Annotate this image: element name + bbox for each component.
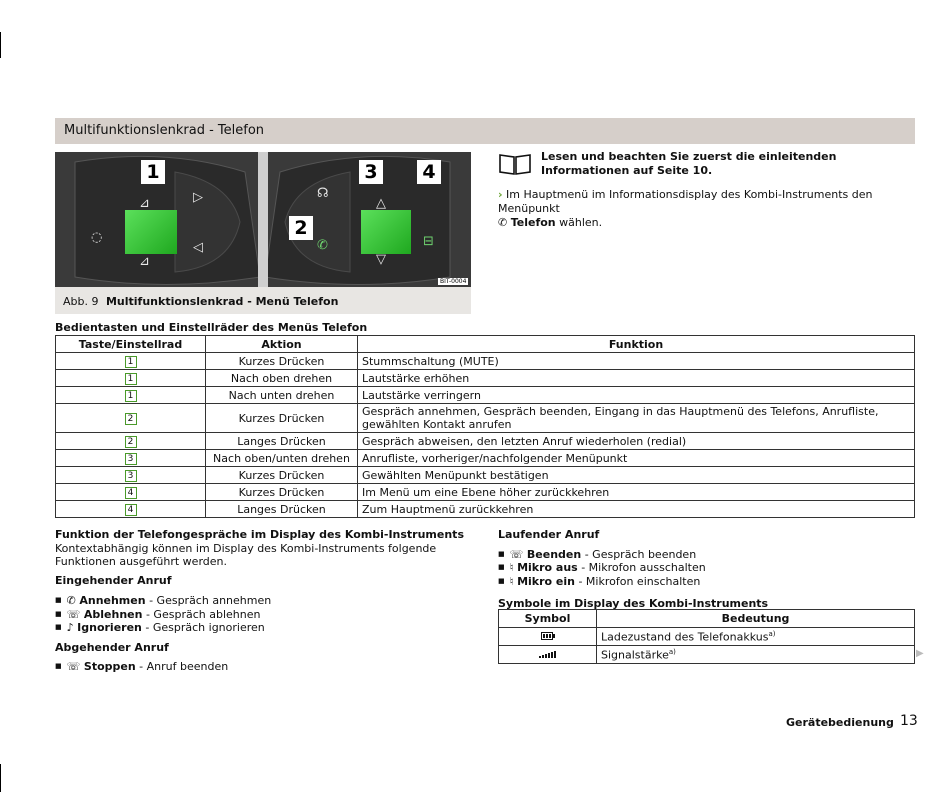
phone-hangup-icon: ☏ [509, 547, 524, 561]
column-header: Symbol [499, 610, 597, 628]
table-row [56, 467, 915, 484]
incoming-list [55, 594, 480, 635]
key-number: 4 [125, 504, 137, 516]
outgoing-list [55, 660, 480, 674]
key-number: 4 [125, 487, 137, 499]
function-cell: Gewählten Menüpunkt bestätigen [358, 467, 915, 484]
callout-4: 4 [417, 160, 441, 184]
symbols-heading: Symbole im Display des Kombi-Instruments [498, 597, 769, 610]
controls-table [55, 335, 915, 518]
section-title: Multifunktionslenkrad - Telefon [64, 123, 265, 138]
table-row [56, 484, 915, 501]
intro-step-before: Im Hauptmenü im Informationsdisplay des Kombi-Instruments den Menüpunkt [498, 188, 873, 215]
table-row [56, 353, 915, 370]
steering-wheel-image [55, 152, 471, 287]
column-header: Aktion [206, 336, 358, 353]
key-number: 2 [125, 413, 137, 425]
image-code: BIT-0004 [440, 278, 467, 285]
phone-icon: ✆ [317, 238, 328, 253]
intro-note: Lesen und beachten Sie zuerst die einleitenden Informationen auf Seite 10. [541, 150, 837, 177]
table-row [499, 628, 915, 646]
figure-caption-label: Abb. 9 [63, 295, 99, 308]
callout-3: 3 [359, 160, 383, 184]
signal-strength-icon [539, 650, 557, 658]
list-item: ■ ☏ Stoppen - Anruf beenden [55, 660, 480, 674]
crop-mark-bottom [0, 764, 1, 792]
intro-step-bold: Telefon [510, 216, 556, 229]
key-number: 1 [125, 390, 137, 402]
footer-section-label: Gerätebedienung [786, 716, 894, 729]
table-row [56, 387, 915, 404]
section-title-bar [55, 118, 915, 144]
call-functions-paragraph: Kontextabhängig können im Display des Kombi-Instruments folgende Funktionen ausgeführt werden. [55, 541, 437, 568]
phone-accept-icon: ✆ [66, 594, 76, 607]
thumbwheel-3 [361, 210, 411, 254]
battery-icon [541, 632, 555, 640]
column-header: Taste/Einstellrad [56, 336, 206, 353]
key-number: 3 [125, 453, 137, 465]
column-header: Bedeutung [597, 610, 915, 628]
table-row [56, 404, 915, 433]
table-title: Bedientasten und Einstellräder des Menüs Telefon [55, 321, 368, 334]
figure [55, 152, 471, 314]
list-item: ■ ☏ Ablehnen - Gespräch ablehnen [55, 608, 480, 622]
list-item: ■ ♮ Mikro ein - Mikrofon einschalten [498, 575, 916, 589]
up-icon: △ [376, 196, 386, 211]
key-number: 1 [125, 373, 137, 385]
volume-down-icon: ⊿ [139, 254, 150, 269]
figure-caption [63, 295, 338, 308]
thumbwheel-1 [125, 210, 177, 254]
list-item: ■ ♮ Mikro aus - Mikrofon ausschalten [498, 561, 916, 575]
key-number: 2 [125, 436, 137, 448]
menu-back-icon: ⊟ [423, 234, 434, 249]
figure-caption-text: Multifunktionslenkrad - Menü Telefon [105, 295, 339, 308]
step-arrow-icon: › [498, 188, 503, 201]
action-cell: Kurzes Drücken [206, 467, 358, 484]
action-cell: Nach oben/unten drehen [206, 450, 358, 467]
action-cell: Langes Drücken [206, 501, 358, 518]
voice-icon: ☊ [317, 186, 329, 201]
key-number: 3 [125, 470, 137, 482]
volume-up-icon: ⊿ [139, 196, 150, 211]
down-icon: ▽ [376, 252, 386, 267]
column-header: Funktion [358, 336, 915, 353]
meaning-cell: Signalstärke$^{a)}$ [597, 646, 915, 664]
function-cell: Anrufliste, vorheriger/nachfolgender Menüpunkt [358, 450, 915, 467]
ongoing-heading: Laufender Anruf [498, 528, 600, 541]
incoming-heading: Eingehender Anruf [55, 573, 172, 587]
callout-2: 2 [289, 216, 313, 240]
table-row [56, 370, 915, 387]
bell-mute-icon: ♪ [66, 621, 74, 634]
continue-arrow-icon: ▶ [916, 648, 924, 659]
table-row [499, 646, 915, 664]
play-icon: ▷ [193, 190, 203, 205]
mute-icon: ◌ [91, 230, 103, 245]
mic-on-icon: ♮ [509, 574, 514, 588]
table-row [56, 501, 915, 518]
function-cell: Gespräch annehmen, Gespräch beenden, Eingang in das Hauptmenü des Telefons, Anrufliste, gewählten Kontakt anrufen [358, 404, 915, 433]
book-icon [498, 152, 532, 176]
meaning-cell: Ladezustand des Telefonakkus$^{a)}$ [597, 628, 915, 646]
intro-step [498, 188, 916, 230]
phone-hangup-icon: ☏ [66, 660, 81, 673]
list-item: ■ ✆ Annehmen - Gespräch annehmen [55, 594, 480, 608]
action-cell: Kurzes Drücken [206, 404, 358, 433]
call-functions-section [55, 528, 480, 674]
key-number: 1 [125, 356, 137, 368]
action-cell: Nach unten drehen [206, 387, 358, 404]
action-cell: Kurzes Drücken [206, 353, 358, 370]
ongoing-call-section [498, 528, 916, 611]
phone-icon: ✆ [498, 216, 508, 229]
action-cell: Kurzes Drücken [206, 484, 358, 501]
outgoing-heading: Abgehender Anruf [55, 640, 169, 654]
function-cell: Gespräch abweisen, den letzten Anruf wiederholen (redial) [358, 433, 915, 450]
back-icon: ◁ [193, 240, 203, 255]
mic-off-icon: ♮ [509, 561, 514, 574]
function-cell: Im Menü um eine Ebene höher zurückkehren [358, 484, 915, 501]
crop-mark-top [0, 32, 1, 58]
table-row [56, 450, 915, 467]
ongoing-list [498, 548, 916, 589]
function-cell: Stummschaltung (MUTE) [358, 353, 915, 370]
list-item: ■ ☏ Beenden - Gespräch beenden [498, 548, 916, 562]
table-row [56, 433, 915, 450]
callout-1: 1 [141, 160, 165, 184]
symbols-table [498, 609, 915, 664]
call-functions-heading: Funktion der Telefongespräche im Display des Kombi-Instruments [55, 528, 464, 541]
function-cell: Zum Hauptmenü zurückkehren [358, 501, 915, 518]
list-item: ■ ♪ Ignorieren - Gespräch ignorieren [55, 621, 480, 635]
function-cell: Lautstärke erhöhen [358, 370, 915, 387]
phone-hangup-icon: ☏ [66, 607, 81, 621]
intro-step-after: wählen. [559, 216, 603, 229]
function-cell: Lautstärke verringern [358, 387, 915, 404]
action-cell: Langes Drücken [206, 433, 358, 450]
page-number: 13 [900, 713, 918, 729]
action-cell: Nach oben drehen [206, 370, 358, 387]
